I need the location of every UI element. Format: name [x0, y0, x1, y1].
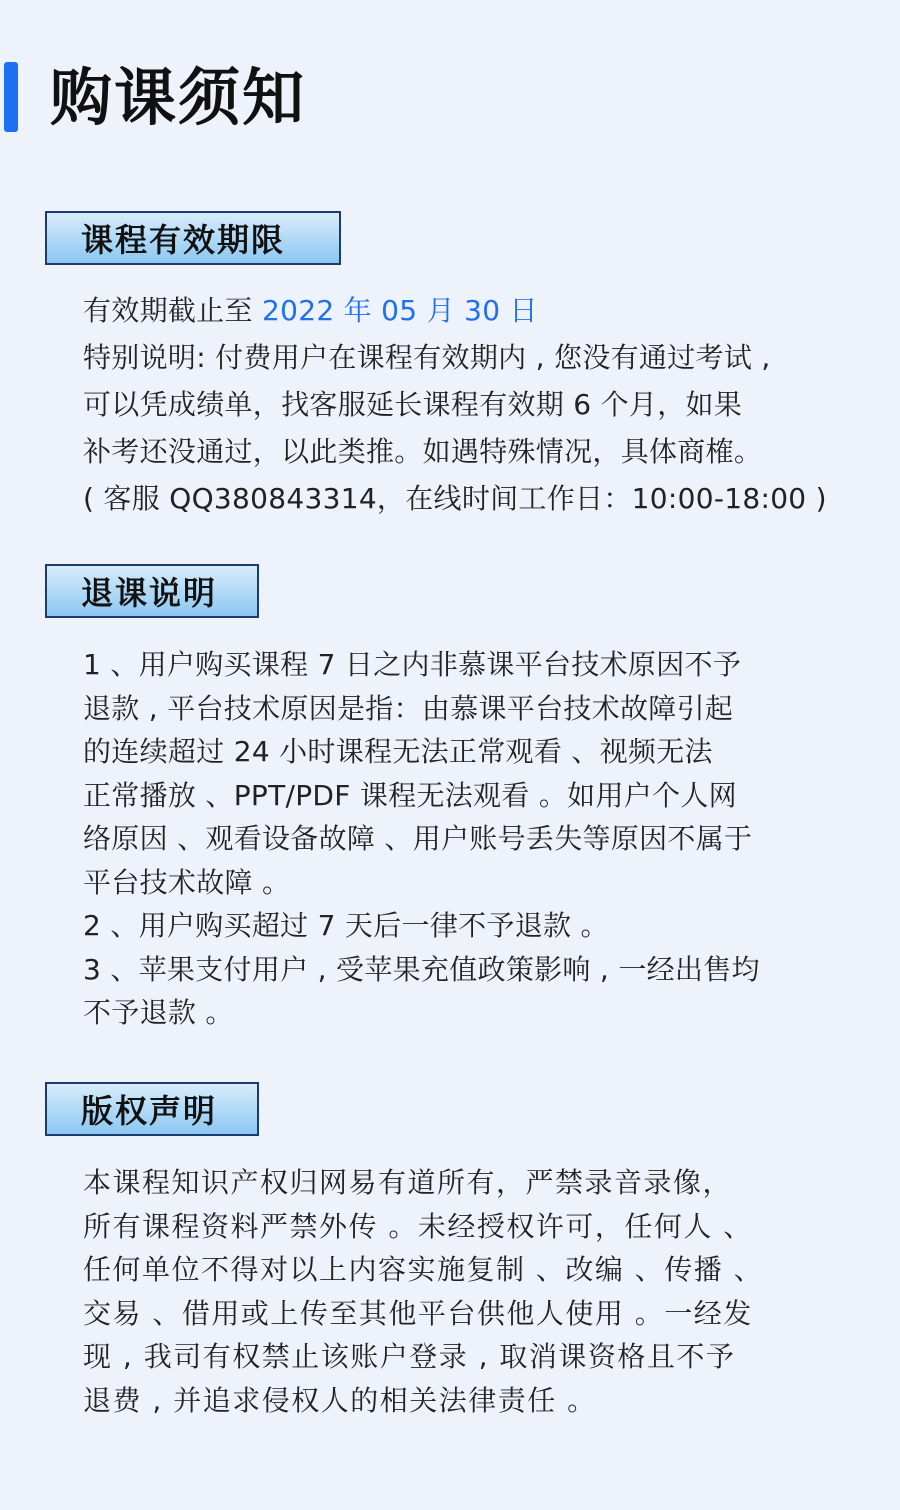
page-title: 购课须知	[50, 61, 307, 134]
refund-line-3: 的连续超过 24 小时课程无法正常观看 、视频无法	[83, 735, 713, 768]
validity-line-3: 补考还没通过，以此类推。如遇特殊情况，具体商榷。	[83, 435, 763, 468]
copyright-line-5: 现 , 我司有权禁止该账户登录 , 取消课资格且不予	[83, 1340, 736, 1373]
copyright-line-6: 退费 , 并追求侵权人的相关法律责任 。	[83, 1383, 597, 1417]
refund-section-body	[83, 643, 843, 1035]
validity-section-header: 课程有效期限	[45, 211, 341, 265]
refund-line-9: 不予退款 。	[83, 996, 234, 1029]
validity-section-body	[83, 287, 843, 522]
refund-section-header: 退课说明	[45, 564, 259, 618]
copyright-line-2: 所有课程资料严禁外传 。未经授权许可，任何人 、	[83, 1209, 753, 1243]
title-accent-bar	[4, 62, 18, 132]
refund-line-4: 正常播放 、PPT/PDF 课程无法观看 。如用户个人网	[83, 778, 737, 812]
validity-expiry-line	[83, 287, 843, 334]
validity-line-4: ( 客服 QQ380843314，在线时间工作日：10:00-18:00 )	[83, 482, 827, 515]
copyright-line-3: 任何单位不得对以上内容实施复制 、改编 、传播 、	[83, 1253, 764, 1286]
refund-line-7: 2 、用户购买超过 7 天后一律不予退款 。	[83, 909, 609, 942]
refund-line-8: 3 、苹果支付用户 , 受苹果充值政策影响 , 一经出售均	[83, 952, 760, 986]
copyright-section-header: 版权声明	[45, 1082, 259, 1136]
validity-line-1: 特别说明: 付费用户在课程有效期内 , 您没有通过考试 ,	[83, 341, 771, 374]
validity-line-2: 可以凭成绩单，找客服延长课程有效期 6 个月，如果	[83, 388, 743, 421]
copyright-line-4: 交易 、借用或上传至其他平台供他人使用 。一经发	[83, 1296, 753, 1330]
refund-line-2: 退款 , 平台技术原因是指：由慕课平台技术故障引起	[83, 691, 734, 725]
refund-line-5: 络原因 、观看设备故障 、用户账号丢失等原因不属于	[83, 822, 753, 855]
copyright-line-1: 本课程知识产权归网易有道所有，严禁录音录像，	[83, 1166, 733, 1199]
copyright-section-body	[83, 1161, 843, 1422]
refund-line-1: 1 、用户购买课程 7 日之内非慕课平台技术原因不予	[83, 648, 742, 681]
validity-expiry-date: 2022 年 05 月 30 日	[262, 294, 538, 327]
refund-line-6: 平台技术故障 。	[83, 865, 291, 899]
validity-intro-text: 有效期截止至	[83, 294, 253, 327]
